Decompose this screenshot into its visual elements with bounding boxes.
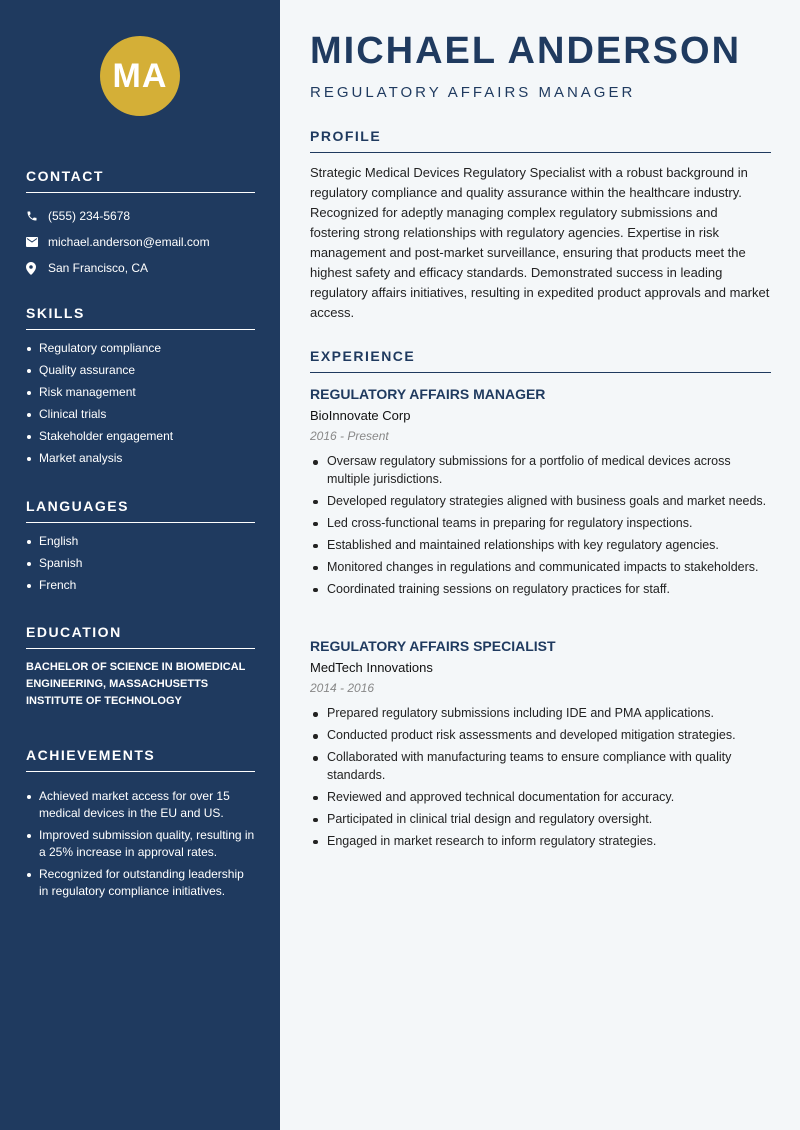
contact-email — [26, 229, 255, 255]
sidebar — [0, 0, 280, 1130]
language-item: Spanish — [26, 555, 255, 572]
job-bullet: Oversaw regulatory submissions for a portfolio of medical devices across multiple jurisdictions. — [310, 453, 771, 488]
skill-item: Clinical trials — [26, 406, 255, 423]
skill-item: Risk management — [26, 384, 255, 401]
contact-heading: CONTACT — [26, 168, 255, 193]
achievement-item: Improved submission quality, resulting in a 25% increase in approval rates. — [26, 827, 255, 861]
job-title: REGULATORY AFFAIRS MANAGER — [310, 386, 546, 402]
candidate-role: REGULATORY AFFAIRS MANAGER — [310, 84, 636, 101]
achievement-item: Recognized for outstanding leadership in regulatory compliance initiatives. — [26, 866, 255, 900]
job-entry — [310, 386, 771, 603]
job-entry — [310, 638, 771, 855]
job-bullet: Engaged in market research to inform regulatory strategies. — [310, 833, 771, 851]
contact-location — [26, 255, 255, 281]
skill-item: Stakeholder engagement — [26, 428, 255, 445]
job-title: REGULATORY AFFAIRS SPECIALIST — [310, 638, 556, 654]
language-item: English — [26, 533, 255, 550]
avatar: MA — [100, 36, 180, 116]
location-text: San Francisco, CA — [48, 261, 149, 275]
company-name: MedTech Innovations — [310, 660, 433, 675]
skill-item: Regulatory compliance — [26, 340, 255, 357]
job-bullet: Collaborated with manufacturing teams to ensure compliance with quality standards. — [310, 749, 771, 784]
languages-section — [26, 498, 255, 599]
location-pin-icon — [26, 262, 48, 275]
achievements-heading: ACHIEVEMENTS — [26, 747, 255, 772]
education-heading: EDUCATION — [26, 624, 255, 649]
achievement-item: Achieved market access for over 15 medical devices in the EU and US. — [26, 788, 255, 822]
job-bullet: Monitored changes in regulations and communicated impacts to stakeholders. — [310, 559, 771, 577]
education-section — [26, 624, 255, 710]
company-name: BioInnovate Corp — [310, 408, 411, 423]
job-bullet: Developed regulatory strategies aligned with business goals and market needs. — [310, 493, 771, 511]
job-bullet: Led cross-functional teams in preparing for regulatory inspections. — [310, 515, 771, 533]
language-item: French — [26, 577, 255, 594]
job-dates: 2016 - Present — [310, 429, 389, 443]
candidate-name: MICHAEL ANDERSON — [310, 30, 742, 72]
skill-item: Quality assurance — [26, 362, 255, 379]
education-entry: BACHELOR OF SCIENCE IN BIOMEDICAL ENGINEERING, MASSACHUSETTS INSTITUTE OF TECHNOLOGY — [26, 661, 246, 707]
languages-heading: LANGUAGES — [26, 498, 255, 523]
profile-heading: PROFILE — [310, 128, 771, 153]
skill-item: Market analysis — [26, 450, 255, 467]
profile-text: Strategic Medical Devices Regulatory Specialist with a robust background in regulatory compliance and quality assurance within the healthcare industry. Recognized for adeptly managing complex regulatory submissions and fostering strong relationships with regulatory agencies. Expertise in risk management and post-market surveillance, ensuring that products meet the highest safety and efficacy standards. Demonstrated success in leading regulatory affairs initiatives, resulting in expedited product approvals and market access. — [310, 165, 770, 320]
skills-heading: SKILLS — [26, 305, 255, 330]
email-text: michael.anderson@email.com — [48, 235, 210, 249]
achievements-section — [26, 747, 255, 905]
experience-heading: EXPERIENCE — [310, 348, 771, 373]
job-dates: 2014 - 2016 — [310, 681, 375, 695]
job-bullet: Participated in clinical trial design and regulatory oversight. — [310, 811, 771, 829]
job-bullet: Reviewed and approved technical documentation for accuracy. — [310, 789, 771, 807]
job-bullet: Conducted product risk assessments and developed mitigation strategies. — [310, 727, 771, 745]
job-bullet: Prepared regulatory submissions including IDE and PMA applications. — [310, 705, 771, 723]
contact-section — [26, 168, 255, 281]
contact-phone — [26, 203, 255, 229]
phone-icon — [26, 210, 48, 222]
phone-text: (555) 234-5678 — [48, 209, 131, 223]
mail-icon — [26, 237, 48, 247]
skills-section — [26, 305, 255, 472]
job-bullet: Established and maintained relationships with key regulatory agencies. — [310, 537, 771, 555]
job-bullet: Coordinated training sessions on regulatory practices for staff. — [310, 581, 771, 599]
